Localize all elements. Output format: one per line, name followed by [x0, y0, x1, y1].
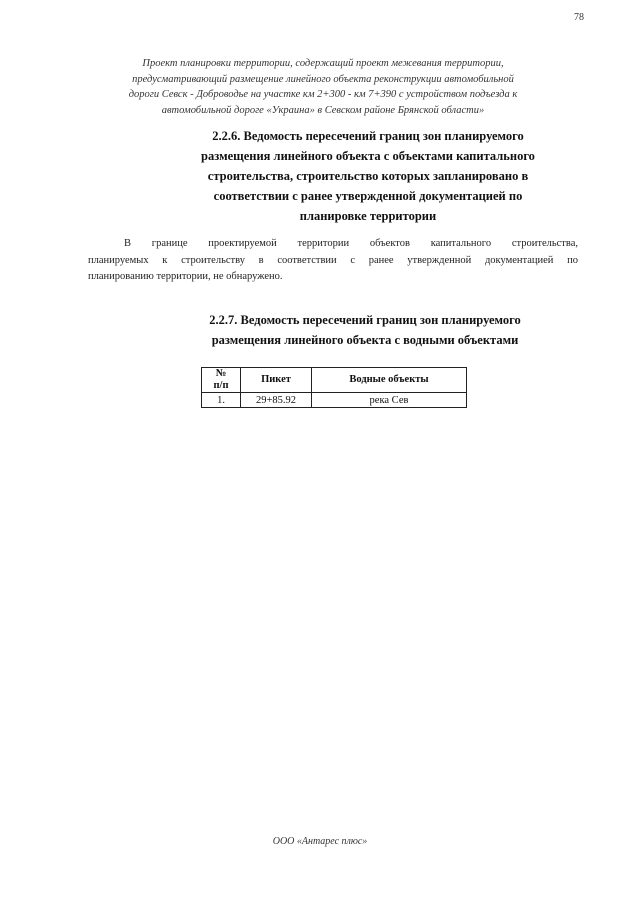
- document-header: [88, 56, 558, 118]
- section-226-heading: [160, 126, 576, 226]
- section-226-heading-line: планировке территории: [299, 209, 437, 223]
- section-227-heading-line: размещения линейного объекта с водными объектами: [211, 333, 519, 347]
- header-line: автомобильной дороге «Украина» в Севском районе Брянской области»: [161, 104, 485, 116]
- section-227-heading: [150, 310, 580, 350]
- header-line: дороги Севск - Доброводье на участке км 2+300 - км 7+390 с устройством подъезда к: [128, 89, 518, 100]
- column-header-number: [202, 368, 241, 393]
- column-header-number-line1: №: [215, 368, 227, 379]
- cell-water-object: река Сев: [312, 393, 467, 408]
- section-226-heading-line: строительства, строительство которых запланировано в: [207, 169, 529, 183]
- table-row: [202, 393, 467, 408]
- paragraph-line: В границе проектируемой территории объектов капитального строительства,: [124, 238, 578, 249]
- paragraph-line: планируемых к строительству в соответствии с ранее утвержденной документацией по: [88, 254, 578, 266]
- header-line: предусматривающий размещение линейного объекта реконструкции автомобильной: [132, 73, 514, 85]
- cell-picket: 29+85.92: [241, 393, 312, 408]
- water-objects-table: [201, 367, 467, 408]
- cell-number: 1.: [202, 393, 241, 408]
- section-226-paragraph: [88, 236, 578, 286]
- section-226-heading-line: 2.2.6. Ведомость пересечений границ зон планируемого: [212, 129, 524, 143]
- section-227-heading-line: 2.2.7. Ведомость пересечений границ зон планируемого: [209, 313, 521, 327]
- header-line: Проект планировки территории, содержащий проект межевания территории,: [142, 58, 504, 69]
- section-226-heading-line: соответствии с ранее утвержденной документацией по: [213, 189, 523, 203]
- column-header-number-line2: п/п: [213, 380, 229, 391]
- table-header-row: [202, 368, 467, 393]
- page-number: 78: [574, 12, 584, 23]
- paragraph-line: планированию территории, не обнаружено.: [88, 271, 283, 282]
- column-header-water-objects: Водные объекты: [312, 368, 467, 393]
- column-header-picket: Пикет: [241, 368, 312, 393]
- document-footer: ООО «Антарес плюс»: [272, 836, 368, 847]
- section-226-heading-line: размещения линейного объекта с объектами капитального: [201, 149, 535, 163]
